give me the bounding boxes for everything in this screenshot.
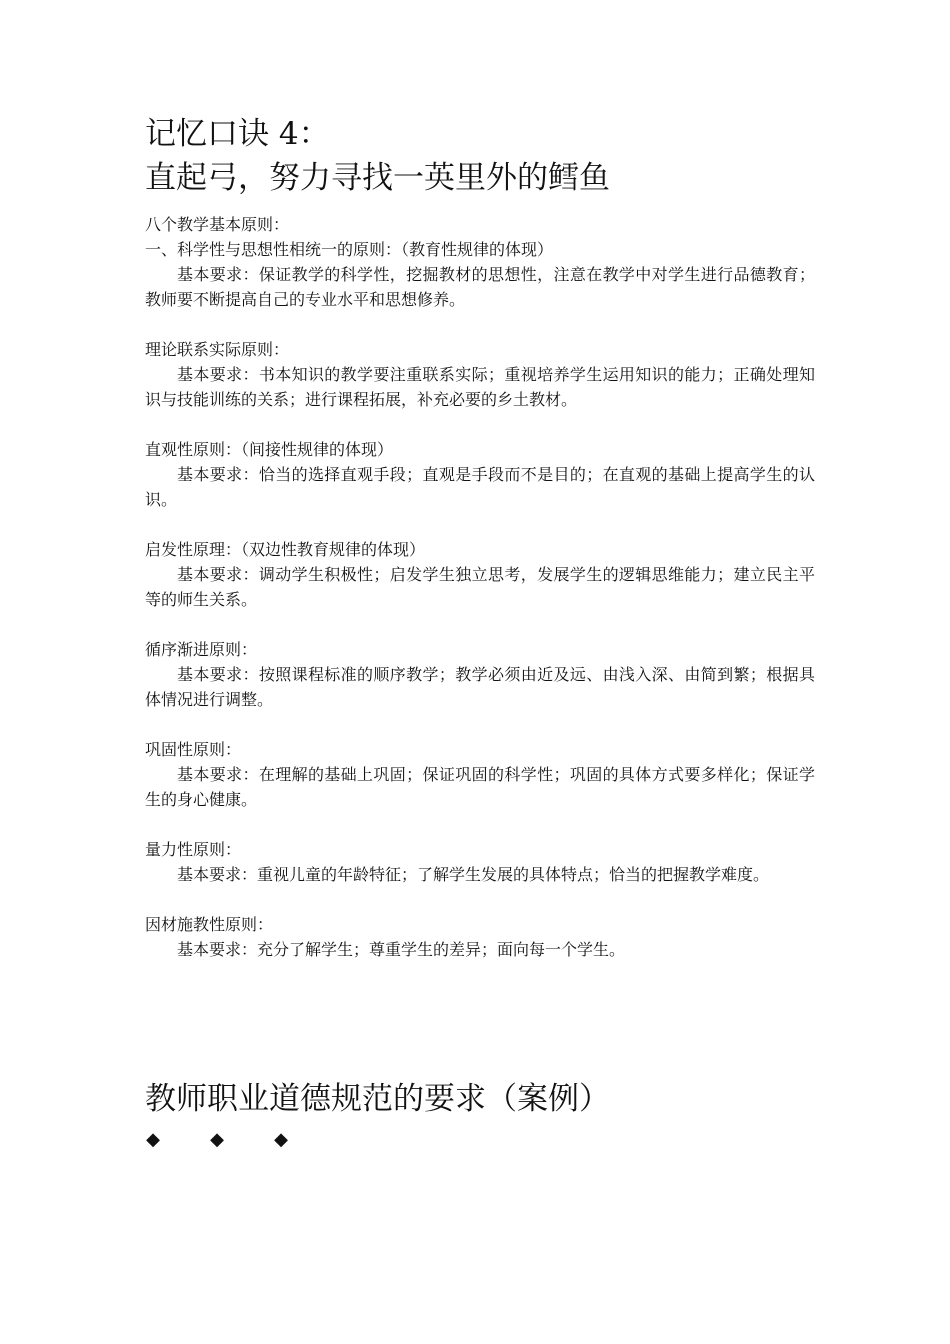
principle-requirement: 基本要求：恰当的选择直观手段；直观是手段而不是目的；在直观的基础上提高学生的认识。 <box>145 465 815 509</box>
principle-title: 巩固性原则： <box>145 740 242 759</box>
section-title: 教师职业道德规范的要求（案例） <box>145 1081 610 1117</box>
principle-title: 一、科学性与思想性相统一的原则：（教育性规律的体现） <box>145 240 554 259</box>
principle-requirement: 基本要求：充分了解学生；尊重学生的差异；面向每一个学生。 <box>177 940 626 959</box>
principle-requirement: 基本要求：在理解的基础上巩固；保证巩固的科学性；巩固的具体方式要多样化；保证学生的身心健康。 <box>145 765 815 809</box>
diamond-bullet-icon: ◆ <box>274 1129 288 1150</box>
principles-section <box>145 212 815 962</box>
diamond-bullet-icon: ◆ <box>210 1129 224 1150</box>
principle-item <box>145 337 815 412</box>
principle-item <box>145 837 815 887</box>
principle-title: 直观性原则：（间接性规律的体现） <box>145 440 394 459</box>
principle-item <box>145 637 815 712</box>
principles-intro: 八个教学基本原则： <box>145 215 290 234</box>
principle-requirement: 基本要求：调动学生积极性；启发学生独立思考，发展学生的逻辑思维能力；建立民主平等的师生关系。 <box>145 565 815 609</box>
principle-item <box>145 912 815 962</box>
principle-item <box>145 237 815 312</box>
principle-requirement: 基本要求：重视儿童的年龄特征；了解学生发展的具体特点；恰当的把握教学难度。 <box>177 865 770 884</box>
principle-title: 循序渐进原则： <box>145 640 258 659</box>
document-body <box>145 112 815 987</box>
mnemonic-heading: 记忆口诀 4： <box>145 116 330 152</box>
principle-item <box>145 737 815 812</box>
principle-requirement: 基本要求：按照课程标准的顺序教学；教学必须由近及远、由浅入深、由简到繁；根据具体情况进行调整。 <box>145 665 815 709</box>
principle-requirement: 基本要求：保证教学的科学性，挖掘教材的思想性，注意在教学中对学生进行品德教育；教师要不断提高自己的专业水平和思想修养。 <box>145 265 815 309</box>
principle-item <box>145 437 815 512</box>
principle-title: 量力性原则： <box>145 840 242 859</box>
diamond-bullet-icon: ◆ <box>146 1129 160 1150</box>
principle-item <box>145 537 815 612</box>
principle-title: 理论联系实际原则： <box>145 340 290 359</box>
principle-requirement: 基本要求：书本知识的教学要注重联系实际；重视培养学生运用知识的能力；正确处理知识与技能训练的关系；进行课程拓展，补充必要的乡土教材。 <box>145 365 815 409</box>
principle-title: 启发性原理：（双边性教育规律的体现） <box>145 540 426 559</box>
bullet-row <box>146 1128 288 1152</box>
principle-title: 因材施教性原则： <box>145 915 274 934</box>
mnemonic-phrase: 直起弓，努力寻找一英里外的鳕鱼 <box>145 160 610 196</box>
